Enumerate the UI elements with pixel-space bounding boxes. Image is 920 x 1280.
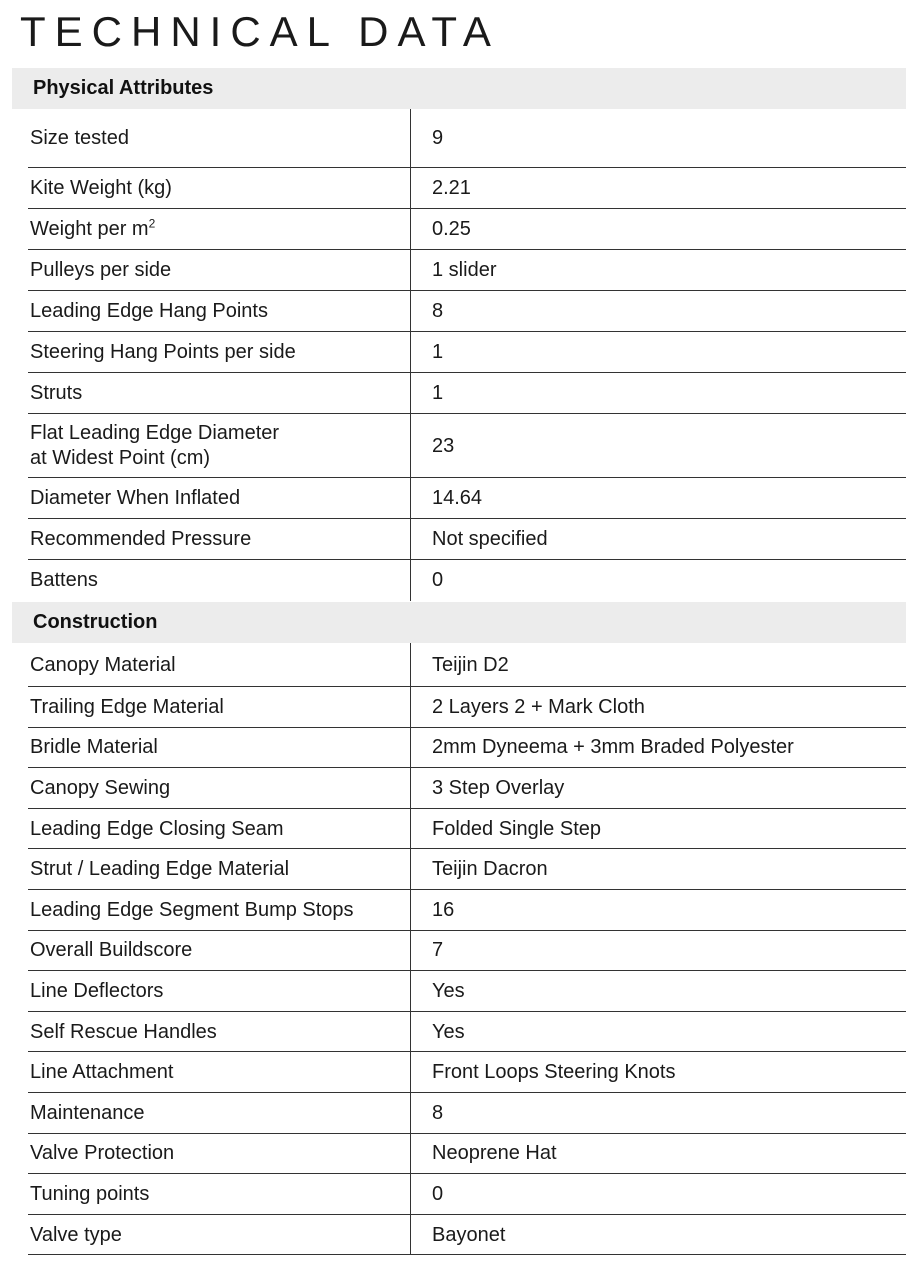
row-label <box>30 291 406 332</box>
row-label <box>30 931 406 972</box>
table-row <box>0 1215 920 1256</box>
row-value <box>432 332 900 373</box>
row-value <box>432 168 900 209</box>
row-value-text: 2mm Dyneema + 3mm Braded Polyester <box>432 736 794 759</box>
row-value <box>432 1012 900 1053</box>
row-value-text: Folded Single Step <box>432 817 602 840</box>
row-value <box>432 373 900 414</box>
table-row <box>0 478 920 519</box>
table-row <box>0 519 920 560</box>
superscript-2: 2 <box>148 216 156 231</box>
row-value-text: Teijin D2 <box>432 653 509 676</box>
row-label <box>30 1093 406 1134</box>
row-label-text: Kite Weight (kg) <box>30 177 172 199</box>
row-value-text: 2.21 <box>432 177 471 199</box>
spec-table <box>0 643 920 1255</box>
row-label-text: Valve Protection <box>30 1142 175 1165</box>
page-title: TECHNICAL DATA <box>20 8 500 55</box>
row-label-text: Canopy Material <box>30 653 176 676</box>
row-value-text: Yes <box>432 1020 465 1043</box>
row-value <box>432 728 900 769</box>
row-value-text: 23 <box>432 434 455 457</box>
row-value <box>432 209 900 250</box>
row-value <box>432 768 900 809</box>
row-value-text: 16 <box>432 898 455 921</box>
row-value-text: Front Loops Steering Knots <box>432 1061 676 1084</box>
row-value-text: Bayonet <box>432 1223 506 1246</box>
row-value <box>432 414 900 478</box>
table-row <box>0 373 920 414</box>
row-label <box>30 768 406 809</box>
row-label-text: Line Attachment <box>30 1061 174 1084</box>
row-value <box>432 250 900 291</box>
row-label-text: Valve type <box>30 1223 122 1246</box>
table-row <box>0 890 920 931</box>
table-row <box>0 1052 920 1093</box>
table-row <box>0 849 920 890</box>
section-heading: Construction <box>33 611 158 633</box>
row-label <box>30 890 406 931</box>
row-label-text: Strut / Leading Edge Material <box>30 858 290 881</box>
row-value <box>432 1093 900 1134</box>
row-value <box>432 1134 900 1175</box>
table-row <box>0 643 920 687</box>
row-label <box>30 728 406 769</box>
table-row <box>0 250 920 291</box>
table-row <box>0 728 920 769</box>
row-value <box>432 291 900 332</box>
table-row <box>0 1093 920 1134</box>
row-label <box>30 109 406 168</box>
row-label <box>30 809 406 850</box>
row-label <box>30 332 406 373</box>
row-label-text: Leading Edge Segment Bump Stops <box>30 898 354 921</box>
row-label <box>30 1134 406 1175</box>
row-value-text: 14.64 <box>432 487 483 509</box>
table-row <box>0 332 920 373</box>
row-label-text: Trailing Edge Material <box>30 695 224 718</box>
column-divider <box>410 109 411 601</box>
row-label <box>30 1215 406 1256</box>
row-label-text: Tuning points <box>30 1182 150 1205</box>
row-label <box>30 414 406 478</box>
row-value-text: 9 <box>432 127 444 149</box>
row-label-text: Canopy Sewing <box>30 776 171 799</box>
row-value <box>432 687 900 728</box>
row-value-text: 0 <box>432 1182 444 1205</box>
row-value <box>432 931 900 972</box>
table-row <box>0 687 920 728</box>
row-label-text: Diameter When Inflated <box>30 487 241 509</box>
row-label-text: Battens <box>30 569 98 591</box>
row-label-text: Leading Edge Closing Seam <box>30 817 284 840</box>
row-value <box>432 971 900 1012</box>
row-label-text: Struts <box>30 382 83 404</box>
row-label-text: Flat Leading Edge Diameter at Widest Point (cm) <box>30 422 280 469</box>
row-value-text: 1 <box>432 341 444 363</box>
row-label-text: Bridle Material <box>30 736 158 759</box>
table-row <box>0 1012 920 1053</box>
row-value-text: Teijin Dacron <box>432 858 548 881</box>
row-label-text: Line Deflectors <box>30 979 164 1002</box>
row-value-text: 8 <box>432 300 444 322</box>
row-label <box>30 478 406 519</box>
row-label <box>30 1174 406 1215</box>
row-label <box>30 849 406 890</box>
table-row <box>0 1134 920 1175</box>
row-value <box>432 560 900 601</box>
spec-table <box>0 109 920 601</box>
row-label <box>30 687 406 728</box>
row-value-text: 7 <box>432 939 444 962</box>
row-label <box>30 1052 406 1093</box>
row-value-text: 2 Layers 2 + Mark Cloth <box>432 695 645 718</box>
section-header <box>12 602 906 643</box>
row-divider <box>28 1254 906 1255</box>
table-row <box>0 560 920 601</box>
row-value <box>432 890 900 931</box>
table-row <box>0 931 920 972</box>
row-label <box>30 209 406 250</box>
table-row <box>0 291 920 332</box>
row-value <box>432 109 900 168</box>
row-value <box>432 849 900 890</box>
row-label <box>30 168 406 209</box>
row-value-text: 1 <box>432 382 444 404</box>
row-label-text: Leading Edge Hang Points <box>30 300 268 322</box>
row-value <box>432 809 900 850</box>
row-label-text: Pulleys per side <box>30 259 172 281</box>
row-value <box>432 519 900 560</box>
row-label-text: Self Rescue Handles <box>30 1020 217 1043</box>
row-label-text: Size tested <box>30 127 129 149</box>
row-value-text: 1 slider <box>432 259 497 281</box>
section-heading: Physical Attributes <box>33 77 214 99</box>
row-label-text: Maintenance <box>30 1101 145 1124</box>
row-label-text: Recommended Pressure <box>30 528 252 550</box>
row-label-text: Overall Buildscore <box>30 939 193 962</box>
row-value-text: Not specified <box>432 528 548 550</box>
table-row <box>0 168 920 209</box>
row-label <box>30 971 406 1012</box>
row-value-text: 0.25 <box>432 218 471 240</box>
row-label <box>30 250 406 291</box>
table-row <box>0 971 920 1012</box>
table-row <box>0 109 920 168</box>
row-value-text: 3 Step Overlay <box>432 776 565 799</box>
table-row <box>0 209 920 250</box>
row-label <box>30 643 406 687</box>
row-value <box>432 478 900 519</box>
row-value-text: Neoprene Hat <box>432 1142 557 1165</box>
table-row <box>0 1174 920 1215</box>
row-label-text: Steering Hang Points per side <box>30 341 296 363</box>
row-value <box>432 1052 900 1093</box>
row-label-text: Weight per $m^2$ <box>30 216 156 240</box>
row-value-text: 0 <box>432 569 444 591</box>
row-label <box>30 519 406 560</box>
table-row <box>0 414 920 478</box>
row-value <box>432 1174 900 1215</box>
column-divider <box>410 643 411 1255</box>
row-value-text: 8 <box>432 1101 444 1124</box>
row-value <box>432 643 900 687</box>
section-header <box>12 68 906 109</box>
table-row <box>0 768 920 809</box>
row-value-text: Yes <box>432 979 465 1002</box>
row-label <box>30 373 406 414</box>
row-label <box>30 1012 406 1053</box>
row-value <box>432 1215 900 1256</box>
table-row <box>0 809 920 850</box>
row-label <box>30 560 406 601</box>
